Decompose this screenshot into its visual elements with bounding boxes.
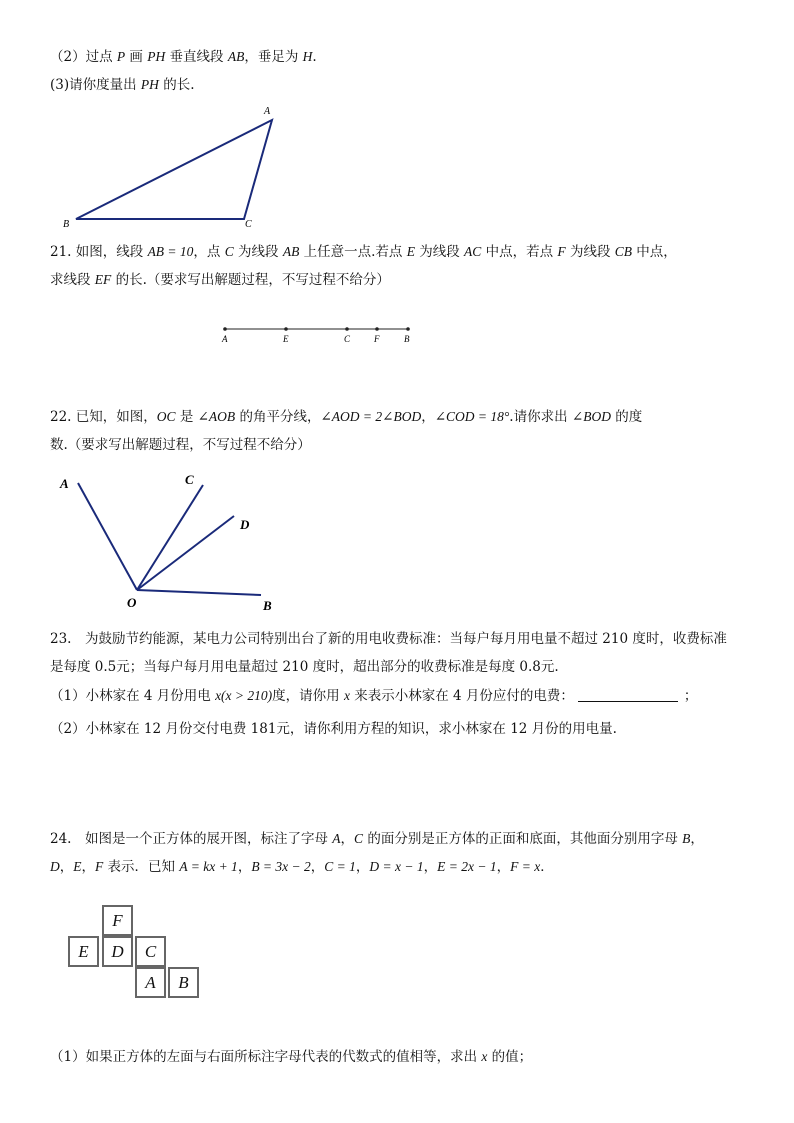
label-b: B <box>404 334 410 344</box>
label-b: B <box>263 598 272 613</box>
label-a: A <box>60 476 69 491</box>
label-d: D <box>240 517 250 532</box>
ray-oc <box>137 485 203 590</box>
ray-od <box>137 516 234 590</box>
net-face-f: F <box>102 905 133 936</box>
q22-text-line1: 22. 已知，如图，OC 是 ∠AOB 的角平分线，∠AOD = 2∠BOD，∠COD = 18°.请你求出 ∠BOD 的度 <box>50 409 643 425</box>
q24-text-line2: D，E，F 表示．已知 A = kx + 1，B = 3x − 2，C = 1，D = x − 1，E = 2x − 1，F = x． <box>50 859 554 875</box>
q20-step2: （2）过点 P 画 PH 垂直线段 AB，垂足为 H. <box>50 49 317 65</box>
q24-text-line1: 24. 如图是一个正方体的展开图，标注了字母 A，C 的面分别是正方体的正面和底面，其他面分别用字母 B， <box>50 831 704 847</box>
net-face-c: C <box>135 936 166 967</box>
net-face-a: A <box>135 967 166 998</box>
label-f: F <box>374 334 380 344</box>
q24-part1: （1）如果正方体的左面与右面所标注字母代表的代数式的值相等，求出 x 的值； <box>50 1049 533 1065</box>
ray-oa <box>78 483 137 590</box>
label-o: O <box>127 595 137 610</box>
q23-part1: （1）小林家在 4 月份用电 x(x > 210)度，请你用 x 来表示小林家在 4 月份应付的电费： ； <box>50 688 698 704</box>
label-c: C <box>245 219 252 230</box>
label-c: C <box>185 472 194 487</box>
net-face-e: E <box>68 936 99 967</box>
q20-step3: (3)请你度量出 PH 的长. <box>50 77 195 93</box>
q21-text-line1: 21. 如图，线段 AB = 10，点 C 为线段 AB 上任意一点.若点 E 为线段 AC 中点，若点 F 为线段 CB 中点， <box>50 244 677 260</box>
q22-text-line2: 数.（要求写出解题过程，不写过程不给分） <box>50 437 311 453</box>
ray-ob <box>137 590 261 595</box>
label-b: B <box>63 219 70 230</box>
label-c: C <box>344 334 351 344</box>
q23-text-line2: 是每度 0.5元；当每户每月用电量超过 210 度时，超出部分的收费标准是每度 0.8元. <box>50 659 559 675</box>
net-face-d: D <box>102 936 133 967</box>
net-face-b: B <box>168 967 199 998</box>
label-a: A <box>222 334 228 344</box>
q23-text-line1: 23. 为鼓励节约能源，某电力公司特别出台了新的用电收费标准：当每户每月用电量不超过 210 度时，收费标准 <box>50 631 727 647</box>
q21-text-line2: 求线段 EF 的长.（要求写出解题过程，不写过程不给分） <box>50 272 390 288</box>
label-a: A <box>264 106 271 117</box>
cube-net-figure <box>66 905 206 997</box>
answer-blank[interactable] <box>578 689 678 702</box>
q23-part2: （2）小林家在 12 月份交付电费 181元，请你利用方程的知识，求小林家在 12 月份的用电量. <box>50 721 617 737</box>
label-e: E <box>283 334 289 344</box>
